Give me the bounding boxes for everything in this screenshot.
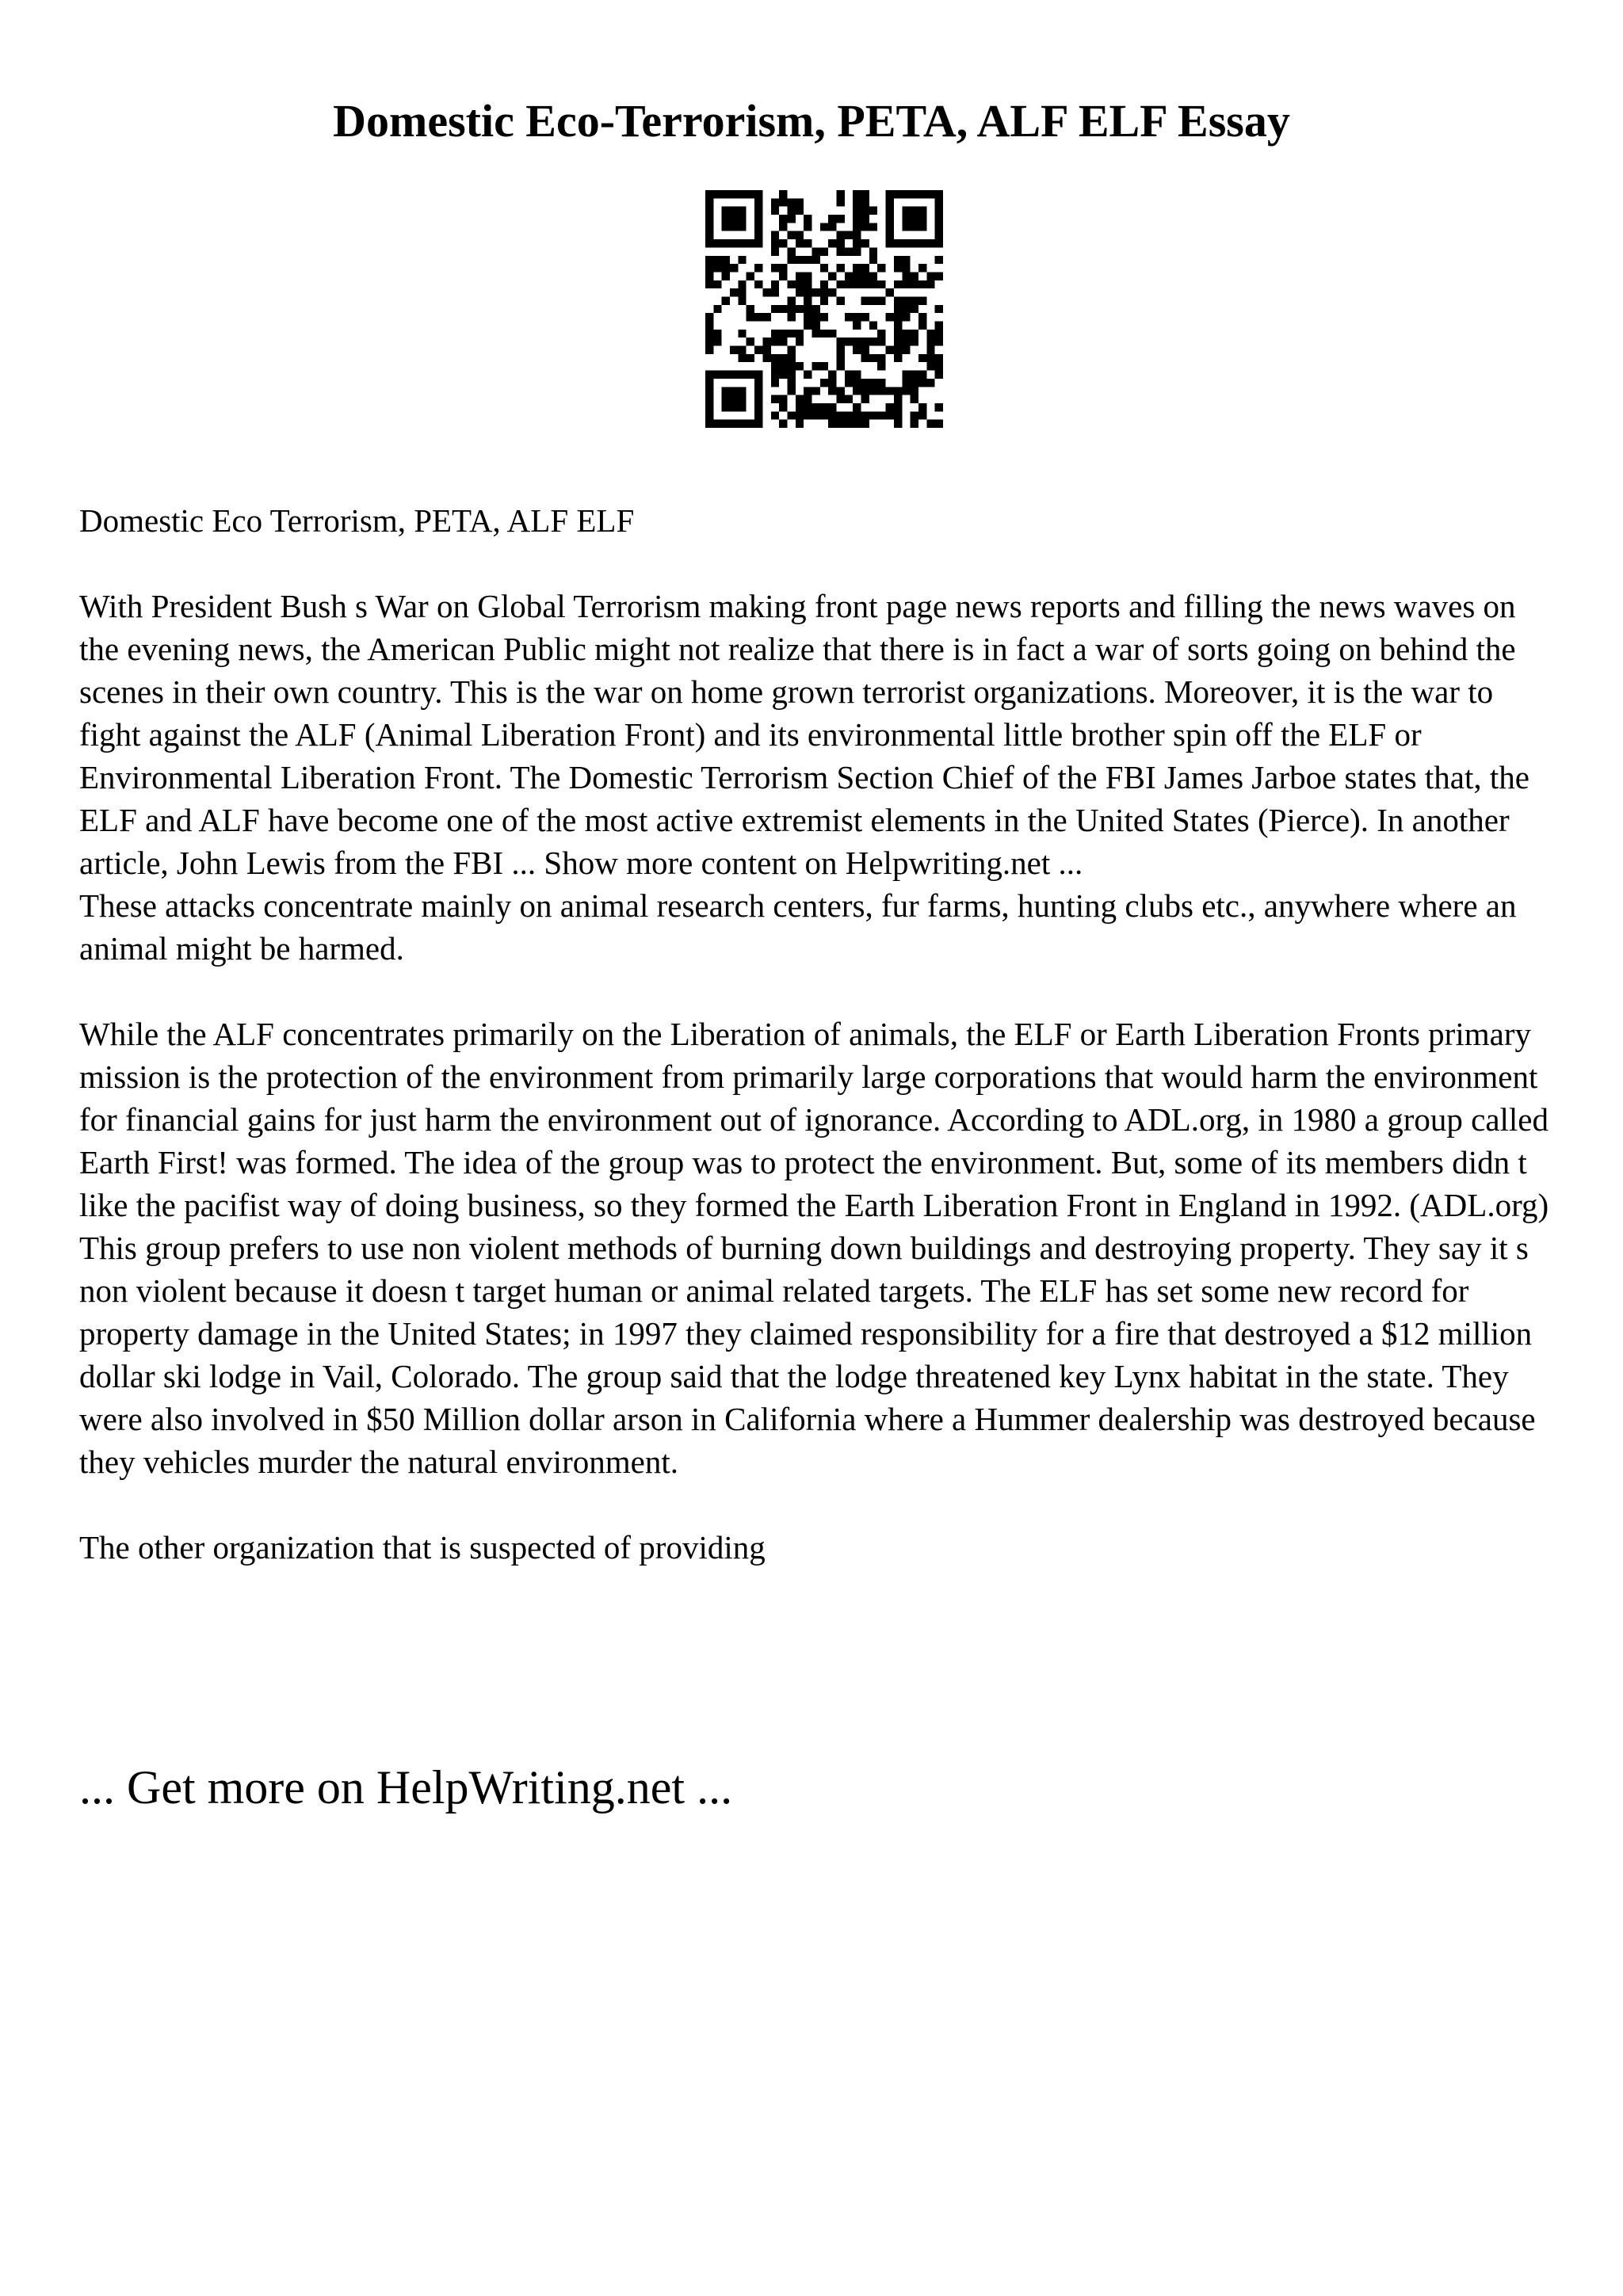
paragraph-3: While the ALF concentrates primarily on the Liberation of animals, the ELF or Earth Liberation Fronts primary mission is the protection of the environment from primarily large corporations that would harm the environment for financial gains for just harm the environment out of ignorance. According to ADL.org, in 1980 a group called Earth First! was formed. The idea of the group was to protect the environment. But, some of its members didn t like the pacifist way of doing business, so they formed the Earth Liberation Front in England in 1992. (ADL.org) This group prefers to use non violent methods of burning down buildings and destroying property. They say it s non violent because it doesn t target human or animal related targets. The ELF has set some new record for property damage in the United States; in 1997 they claimed responsibility for a fire that destroyed a $12 million dollar ski lodge in Vail, Colorado. The group said that the lodge threatened key Lynx habitat in the state. They were also involved in $50 Million dollar arson in California where a Hummer dealership was destroyed because they vehicles murder the natural environment. [79, 1016, 1549, 1480]
qr-code-graphic [705, 190, 943, 428]
page-title: Domestic Eco-Terrorism, PETA, ALF ELF Essay [333, 95, 1290, 147]
essay-body [79, 499, 1553, 1569]
paragraph-2: These attacks concentrate mainly on animal research centers, fur farms, hunting clubs etc., anywhere where an animal might be harmed. [79, 887, 1517, 967]
paragraph-1: With President Bush s War on Global Terrorism making front page news reports and filling the news waves on the evening news, the American Public might not realize that there is in fact a war of sorts going on behind the scenes in their own country. This is the war on home grown terrorist organizations. Moreover, it is the war to fight against the ALF (Animal Liberation Front) and its environmental little brother spin off the ELF or Environmental Liberation Front. The Domestic Terrorism Section Chief of the FBI James Jarboe states that, the ELF and ALF have become one of the most active extremist elements in the United States (Pierce). In another article, John Lewis from the FBI ... Show more content on Helpwriting.net ... [79, 588, 1529, 881]
essay-heading: Domestic Eco Terrorism, PETA, ALF ELF [79, 502, 635, 539]
qr-code-icon [705, 190, 943, 428]
get-more-link[interactable]: ... Get more on HelpWriting.net ... [79, 1761, 733, 1814]
paragraph-4: The other organization that is suspected of providing [79, 1529, 766, 1566]
